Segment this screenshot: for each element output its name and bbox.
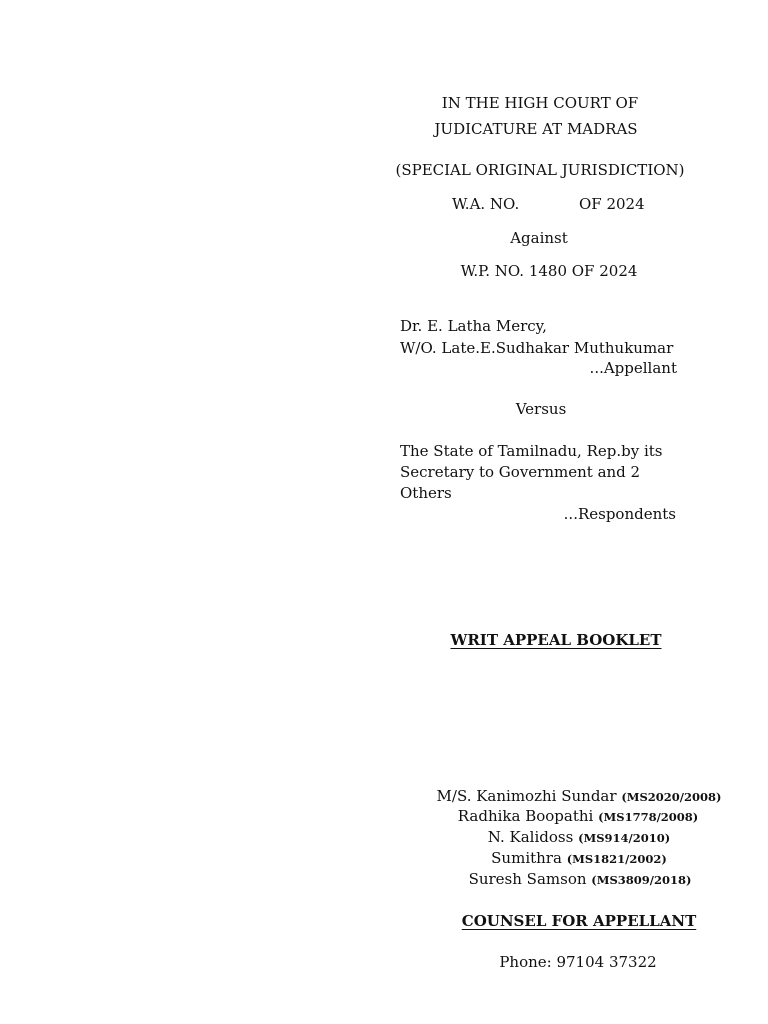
counsel-reg: (MS3809/2018) <box>591 873 692 887</box>
respondent-line2: Secretary to Government and 2 <box>400 463 641 481</box>
respondents-role: ...Respondents <box>563 505 676 523</box>
appellant-role: ...Appellant <box>589 359 677 377</box>
counsel-reg: (MS2020/2008) <box>621 790 722 804</box>
versus-label: Versus <box>515 400 567 418</box>
appellant-relation: W/O. Late.E.Sudhakar Muthukumar <box>400 339 674 357</box>
counsel-entry <box>437 787 722 806</box>
respondent-line3: Others <box>400 484 452 502</box>
counsel-name: Sumithra <box>491 849 562 867</box>
counsel-entry <box>469 870 692 889</box>
court-name-line1: IN THE HIGH COURT OF <box>441 94 639 112</box>
counsel-name: N. Kalidoss <box>487 828 574 846</box>
counsel-name: M/S. Kanimozhi Sundar <box>436 787 617 805</box>
counsel-name: Suresh Samson <box>468 870 587 888</box>
counsel-reg: (MS914/2010) <box>578 831 671 845</box>
wa-number-label: W.A. NO. <box>452 195 520 213</box>
against-label: Against <box>510 229 568 247</box>
appellant-name: Dr. E. Latha Mercy, <box>400 317 547 335</box>
counsel-entry <box>458 807 698 826</box>
wp-number: W.P. NO. 1480 OF 2024 <box>460 262 638 280</box>
respondent-line1: The State of Tamilnadu, Rep.by its <box>400 442 663 460</box>
counsel-heading: COUNSEL FOR APPELLANT <box>461 912 697 930</box>
booklet-title: WRIT APPEAL BOOKLET <box>450 631 662 649</box>
court-name-line2: JUDICATURE AT MADRAS <box>434 120 638 138</box>
counsel-name: Radhika Boopathi <box>457 807 594 825</box>
jurisdiction: (SPECIAL ORIGINAL JURISDICTION) <box>395 161 685 179</box>
phone-number: Phone: 97104 37322 <box>499 953 657 971</box>
counsel-reg: (MS1778/2008) <box>598 810 699 824</box>
counsel-reg: (MS1821/2002) <box>566 852 667 866</box>
counsel-entry <box>491 849 667 868</box>
counsel-entry <box>488 828 670 847</box>
wa-year: OF 2024 <box>579 195 645 213</box>
